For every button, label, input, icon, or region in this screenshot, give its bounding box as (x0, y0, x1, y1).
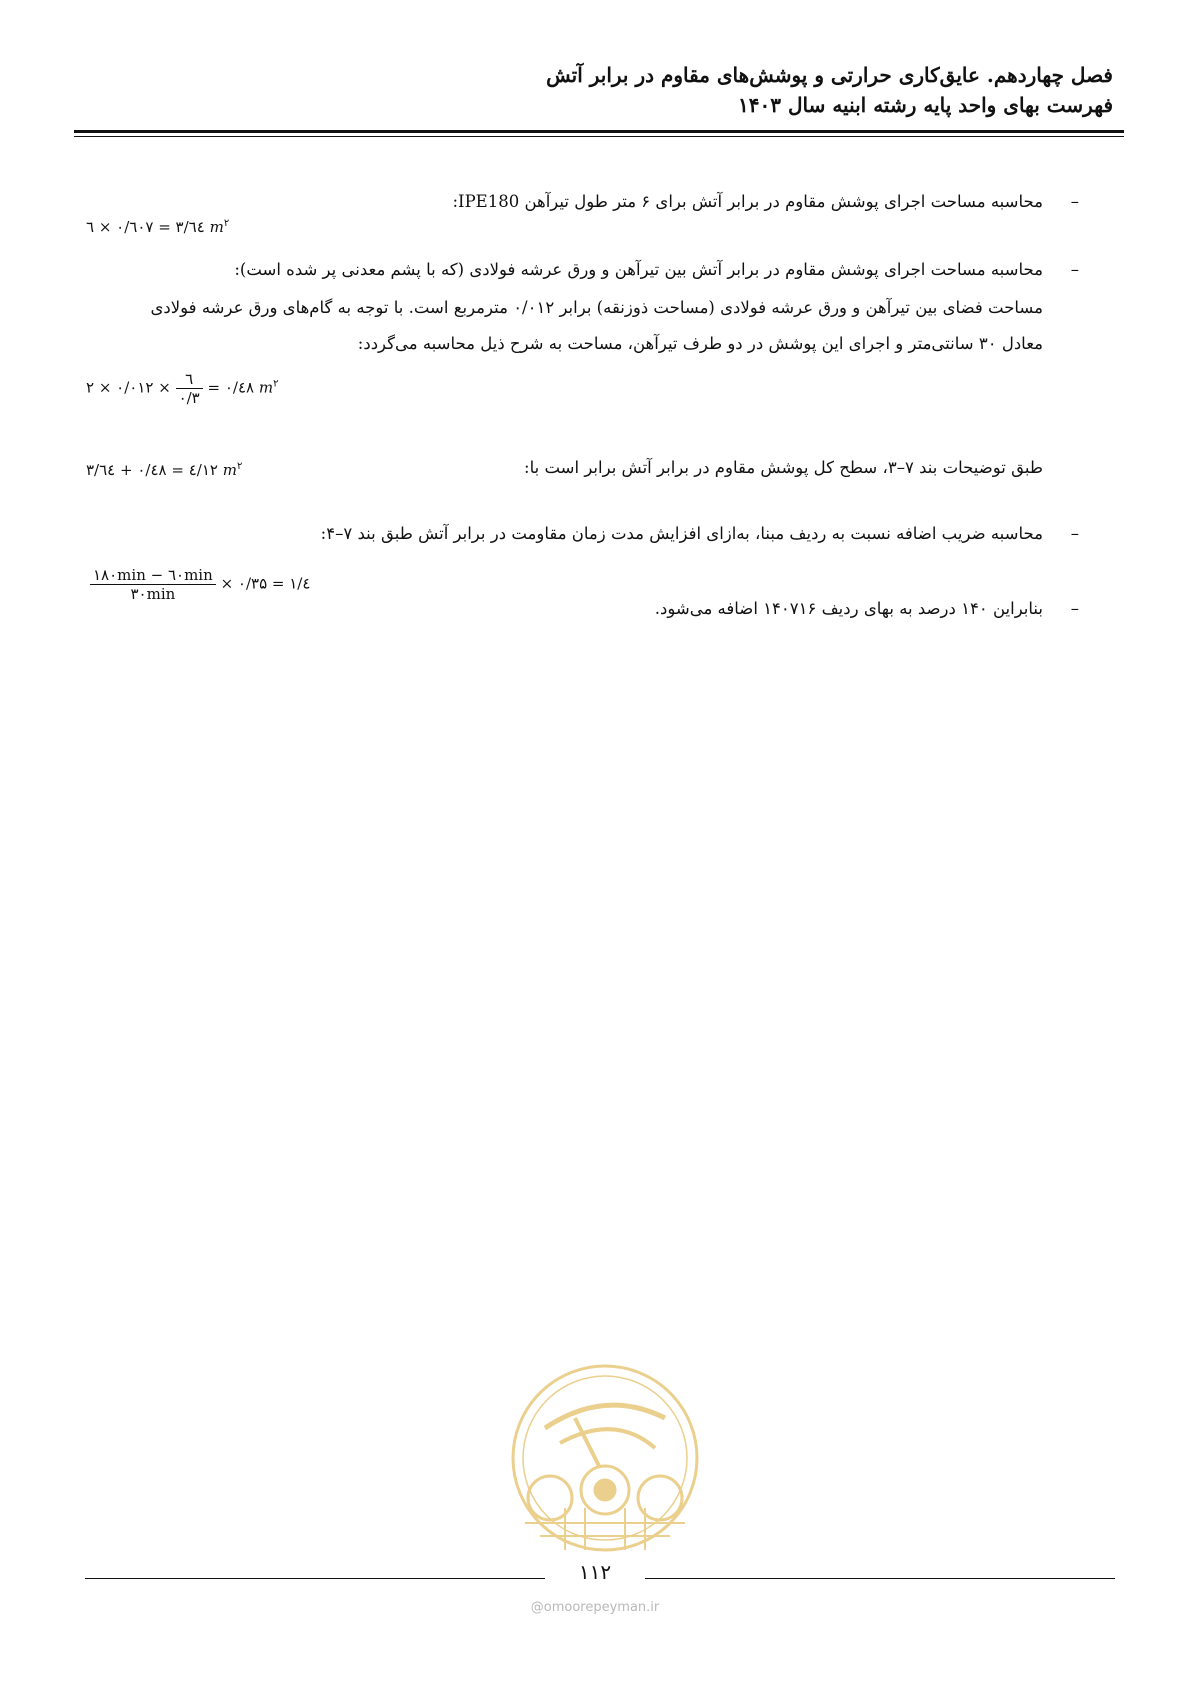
total-area-text: طبق توضیحات بند ۷–۳، سطح کل پوشش مقاوم در برابر آتش برابر است با: (524, 458, 1043, 477)
page-header (546, 60, 1113, 120)
formula-gap-area: ۲ × ۰/۰۱۲ × $\frac{٦}{۰/۳}$ = ۰/٤۸ $m^۲$ (86, 370, 279, 407)
footer-website-link[interactable]: @omoorepeyman.ir (530, 1600, 660, 1615)
formula-beam-area: ٦ × ۰/٦۰۷ = ۳/٦٤ $m^۲$ (86, 218, 230, 236)
fraction: $\frac{۱۸۰\min - ٦۰\min}{۳۰\min}$ (90, 566, 216, 603)
item-gap-area-text: محاسبه مساحت اجرای پوشش مقاوم در برابر آتش بین تیرآهن و ورق عرشه فولادی (که با پشم معدنی پر شده است): (234, 260, 1043, 279)
paragraph-line-1: مساحت فضای بین تیرآهن و ورق عرشه فولادی (مساحت ذوزنقه) برابر ۰/۰۱۲ مترمربع است. با توجه به گام‌های ورق عرشه فولادی (150, 298, 1043, 317)
header-chapter-title: فصل چهاردهم. عایق‌کاری حرارتی و پوشش‌های مقاوم در برابر آتش (546, 63, 1113, 87)
bullet-dash: – (1070, 524, 1079, 543)
formula-total-area: ۳/٦٤ + ۰/٤۸ = ٤/۱۲ $m^۲$ (86, 461, 243, 479)
page-number: ۱۱۲ (578, 1560, 612, 1584)
bullet-dash: – (1070, 260, 1079, 279)
omoorepeyman-logo-icon (505, 1358, 705, 1558)
footer-rule (85, 1578, 545, 1579)
header-rule (74, 130, 1124, 133)
item-conclusion-text: بنابراین ۱۴۰ درصد به بهای ردیف ۱۴۰۷۱۶ اضافه می‌شود. (654, 599, 1043, 618)
bullet-dash: – (1070, 192, 1079, 211)
bullet-dash: – (1070, 599, 1079, 618)
header-rule-thin (74, 136, 1124, 137)
item-coefficient-text: محاسبه ضریب اضافه نسبت به ردیف مبنا، به‌ازای افزایش مدت زمان مقاومت در برابر آتش طبق بند ۷–۴: (320, 524, 1043, 543)
fraction: $\frac{٦}{۰/۳}$ (176, 370, 203, 407)
footer-rule (645, 1578, 1115, 1579)
item-beam-area-text: محاسبه مساحت اجرای پوشش مقاوم در برابر آتش برای ۶ متر طول تیرآهن IPE180: (452, 192, 1043, 211)
header-subtitle: فهرست بهای واحد پایه رشته ابنیه سال ۱۴۰۳ (738, 93, 1113, 117)
formula-coefficient: $\frac{۱۸۰\min - ٦۰\min}{۳۰\min}$ × ۰/۳۵ = ۱/٤ (90, 566, 310, 603)
paragraph-line-2: معادل ۳۰ سانتی‌متر و اجرای این پوشش در دو طرف تیرآهن، مساحت به شرح ذیل محاسبه می‌گردد: (357, 334, 1043, 353)
